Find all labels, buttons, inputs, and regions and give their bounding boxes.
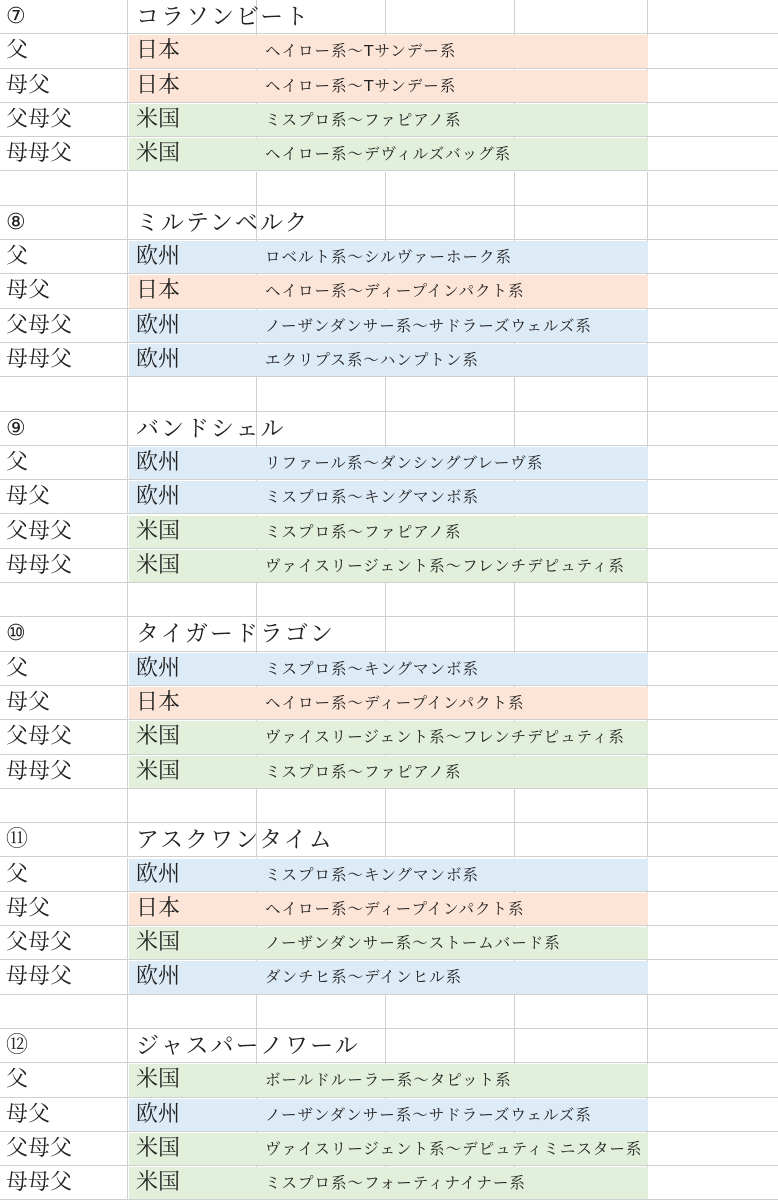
grid-cell[interactable] (0, 789, 128, 823)
grid-cell[interactable] (648, 960, 778, 994)
grid-cell[interactable] (648, 377, 778, 411)
region-label: 日本 (136, 38, 181, 64)
pedigree-role: 父母父 (6, 106, 73, 132)
grid-cell[interactable] (386, 206, 515, 240)
grid-cell[interactable] (515, 617, 648, 651)
horse-name: ミルテンベルク (136, 209, 310, 236)
pedigree-row (0, 69, 778, 103)
grid-cell[interactable] (386, 1029, 515, 1063)
grid-cell[interactable] (648, 995, 778, 1029)
pedigree-row (0, 686, 778, 720)
grid-cell[interactable] (648, 583, 778, 617)
pedigree-row (0, 858, 778, 892)
section-header-row (0, 412, 778, 446)
grid-cell[interactable] (515, 789, 648, 823)
grid-cell[interactable] (648, 720, 778, 754)
region-label: 欧州 (136, 655, 181, 681)
grid-cell[interactable] (128, 377, 257, 411)
grid-cell[interactable] (386, 0, 515, 34)
pedigree-role: 母父 (6, 72, 51, 98)
pedigree-role: 父母父 (6, 724, 73, 750)
grid-cell[interactable] (0, 995, 128, 1029)
pedigree-row (0, 274, 778, 308)
pedigree-role: 母母父 (6, 347, 73, 372)
grid-cell[interactable] (128, 995, 257, 1029)
sire-line: ノーザンダンサー系〜サドラーズウェルズ系 (265, 316, 592, 335)
spacer-row (0, 583, 778, 617)
grid-cell[interactable] (648, 480, 778, 514)
grid-cell[interactable] (648, 0, 778, 34)
pedigree-role: 母父 (6, 895, 51, 921)
region-label: 米国 (136, 1170, 181, 1196)
pedigree-role: 父母父 (6, 312, 73, 338)
pedigree-role: 父 (6, 1067, 29, 1093)
pedigree-role: 父 (6, 861, 29, 887)
sire-line: ヘイロー系〜デヴィルズバッグ系 (265, 145, 512, 164)
grid-cell[interactable] (648, 412, 778, 446)
sire-line: ヘイロー系〜ディープインパクト系 (265, 694, 525, 712)
pedigree-row (0, 446, 778, 480)
pedigree-role: 母父 (6, 278, 51, 304)
grid-cell[interactable] (648, 240, 778, 274)
horse-number: ⑪ (6, 827, 29, 853)
region-label: 米国 (136, 106, 181, 132)
section-header-row (0, 1029, 778, 1063)
pedigree-role: 母母父 (6, 141, 73, 167)
grid-cell[interactable] (257, 377, 386, 411)
grid-cell[interactable] (386, 412, 515, 446)
grid-cell[interactable] (648, 1029, 778, 1063)
grid-cell[interactable] (515, 1029, 648, 1063)
sire-line: ロベルト系〜シルヴァーホーク系 (265, 248, 512, 267)
grid-cell[interactable] (648, 172, 778, 206)
horse-number: ⑧ (6, 209, 26, 235)
pedigree-row (0, 240, 778, 274)
sire-line: ミスプロ系〜ファピアノ系 (265, 522, 462, 541)
pedigree-role: 父母父 (6, 518, 73, 544)
region-label: 欧州 (136, 964, 181, 990)
pedigree-row (0, 309, 778, 343)
grid-cell[interactable] (648, 686, 778, 720)
pedigree-row (0, 480, 778, 514)
region-label: 米国 (136, 141, 181, 167)
pedigree-row (0, 137, 778, 171)
pedigree-row (0, 34, 778, 68)
horse-name: タイガードラゴン (136, 621, 335, 648)
grid-cell[interactable] (648, 34, 778, 68)
grid-cell[interactable] (648, 343, 778, 377)
horse-name: バンドシェル (136, 415, 286, 442)
region-label: 米国 (136, 758, 181, 784)
region-label: 欧州 (136, 1101, 181, 1127)
section-header-row (0, 206, 778, 240)
grid-cell[interactable] (648, 1098, 778, 1132)
sire-line: ヘイロー系〜Tサンデー系 (265, 76, 457, 95)
grid-cell[interactable] (515, 823, 648, 857)
pedigree-role: 父母父 (6, 1135, 73, 1161)
pedigree-role: 母父 (6, 484, 51, 510)
pedigree-row (0, 755, 778, 789)
grid-cell[interactable] (257, 172, 386, 206)
region-label: 日本 (136, 72, 181, 98)
grid-cell[interactable] (648, 755, 778, 789)
region-label: 欧州 (136, 244, 181, 270)
grid-cell[interactable] (648, 103, 778, 137)
spacer-row (0, 995, 778, 1029)
pedigree-role: 母母父 (6, 552, 73, 578)
grid-cell[interactable] (386, 617, 515, 651)
grid-cell[interactable] (648, 823, 778, 857)
grid-cell[interactable] (257, 583, 386, 617)
section-header-row (0, 0, 778, 34)
region-label: 欧州 (136, 347, 181, 372)
grid-cell[interactable] (648, 1166, 778, 1200)
pedigree-row (0, 549, 778, 583)
grid-cell[interactable] (257, 995, 386, 1029)
region-label: 日本 (136, 895, 181, 921)
region-label: 欧州 (136, 449, 181, 475)
horse-name: ジャスパーノワール (136, 1033, 360, 1059)
grid-cell[interactable] (648, 274, 778, 308)
grid-cell[interactable] (648, 926, 778, 960)
grid-cell[interactable] (648, 892, 778, 926)
horse-name: コラソンビート (136, 4, 311, 30)
sire-line: ヴァイスリージェント系〜フレンチデピュティ系 (265, 556, 625, 575)
grid-cell[interactable] (257, 789, 386, 823)
grid-cell[interactable] (386, 823, 515, 857)
pedigree-row (0, 720, 778, 754)
horse-number: ⑫ (6, 1033, 29, 1058)
pedigree-row (0, 1166, 778, 1200)
horse-number: ⑨ (6, 415, 26, 441)
sire-line: ミスプロ系〜キングマンボ系 (265, 659, 480, 678)
grid-cell[interactable] (648, 206, 778, 240)
sire-line: ノーザンダンサー系〜ストームバード系 (265, 934, 561, 953)
grid-cell[interactable] (648, 789, 778, 823)
sire-line: ミスプロ系〜キングマンボ系 (265, 488, 480, 507)
pedigree-row (0, 1098, 778, 1132)
pedigree-row (0, 652, 778, 686)
spacer-row (0, 377, 778, 411)
pedigree-row (0, 1063, 778, 1097)
grid-cell[interactable] (0, 583, 128, 617)
section-header-row (0, 823, 778, 857)
grid-cell[interactable] (515, 206, 648, 240)
sire-line: ミスプロ系〜キングマンボ系 (265, 865, 480, 884)
sire-line: ヴァイスリージェント系〜デピュティミニスター系 (265, 1139, 643, 1158)
sire-line: ミスプロ系〜ファピアノ系 (265, 110, 462, 129)
pedigree-role: 父母父 (6, 930, 73, 956)
grid-cell[interactable] (515, 172, 648, 206)
grid-cell[interactable] (0, 172, 128, 206)
pedigree-row (0, 892, 778, 926)
grid-cell[interactable] (648, 309, 778, 343)
grid-cell[interactable] (515, 377, 648, 411)
grid-cell[interactable] (386, 995, 515, 1029)
grid-cell[interactable] (128, 789, 257, 823)
pedigree-row (0, 103, 778, 137)
region-label: 欧州 (136, 861, 181, 887)
region-label: 米国 (136, 518, 181, 544)
sire-line: エクリプス系〜ハンプトン系 (265, 351, 479, 369)
grid-cell[interactable] (386, 172, 515, 206)
grid-cell[interactable] (648, 617, 778, 651)
sire-line: ミスプロ系〜フォーティナイナー系 (265, 1174, 526, 1193)
grid-cell[interactable] (648, 69, 778, 103)
region-label: 米国 (136, 1135, 181, 1161)
pedigree-row (0, 515, 778, 549)
horse-number: ⑦ (6, 4, 26, 29)
grid-cell[interactable] (648, 446, 778, 480)
pedigree-row (0, 1132, 778, 1166)
pedigree-role: 母父 (6, 1101, 51, 1127)
pedigree-row (0, 926, 778, 960)
sire-line: ボールドルーラー系〜タピット系 (265, 1071, 512, 1090)
grid-cell[interactable] (515, 995, 648, 1029)
grid-cell[interactable] (386, 789, 515, 823)
pedigree-row (0, 960, 778, 994)
pedigree-role: 父 (6, 244, 29, 270)
spacer-row (0, 172, 778, 206)
grid-cell[interactable] (648, 549, 778, 583)
grid-cell[interactable] (386, 377, 515, 411)
grid-cell[interactable] (648, 1063, 778, 1097)
grid-cell[interactable] (648, 652, 778, 686)
sire-line: ダンチヒ系〜デインヒル系 (265, 968, 463, 987)
region-label: 欧州 (136, 484, 181, 510)
pedigree-row (0, 343, 778, 377)
grid-cell[interactable] (648, 515, 778, 549)
grid-cell[interactable] (648, 858, 778, 892)
pedigree-role: 母父 (6, 690, 51, 715)
pedigree-role: 父 (6, 38, 29, 64)
pedigree-role: 父 (6, 655, 29, 681)
sire-line: リファール系〜ダンシングブレーヴ系 (265, 453, 544, 472)
grid-cell[interactable] (515, 0, 648, 34)
sire-line: ヘイロー系〜ディープインパクト系 (265, 282, 525, 301)
pedigree-role: 母母父 (6, 964, 73, 990)
grid-cell[interactable] (386, 583, 515, 617)
grid-cell[interactable] (648, 137, 778, 171)
horse-number: ⑩ (6, 621, 26, 647)
grid-cell[interactable] (648, 1132, 778, 1166)
grid-cell[interactable] (0, 377, 128, 411)
region-label: 米国 (136, 724, 181, 750)
pedigree-role: 母母父 (6, 1170, 73, 1196)
sire-line: ヘイロー系〜Tサンデー系 (265, 42, 457, 61)
sire-line: ミスプロ系〜ファピアノ系 (265, 762, 462, 781)
sire-line: ノーザンダンサー系〜サドラーズウェルズ系 (265, 1105, 592, 1124)
section-header-row (0, 617, 778, 651)
region-label: 日本 (136, 278, 181, 304)
grid-cell[interactable] (128, 172, 257, 206)
pedigree-role: 母母父 (6, 758, 73, 784)
sire-line: ヘイロー系〜ディープインパクト系 (265, 899, 525, 918)
region-label: 米国 (136, 552, 181, 578)
region-label: 欧州 (136, 312, 181, 338)
spacer-row (0, 789, 778, 823)
sire-line: ヴァイスリージェント系〜フレンチデピュティ系 (265, 728, 625, 747)
pedigree-role: 父 (6, 449, 29, 475)
horse-name: アスクワンタイム (136, 827, 334, 854)
grid-cell[interactable] (128, 583, 257, 617)
region-label: 米国 (136, 930, 181, 956)
region-label: 日本 (136, 690, 181, 715)
grid-cell[interactable] (515, 583, 648, 617)
grid-cell[interactable] (515, 412, 648, 446)
region-label: 米国 (136, 1067, 181, 1093)
